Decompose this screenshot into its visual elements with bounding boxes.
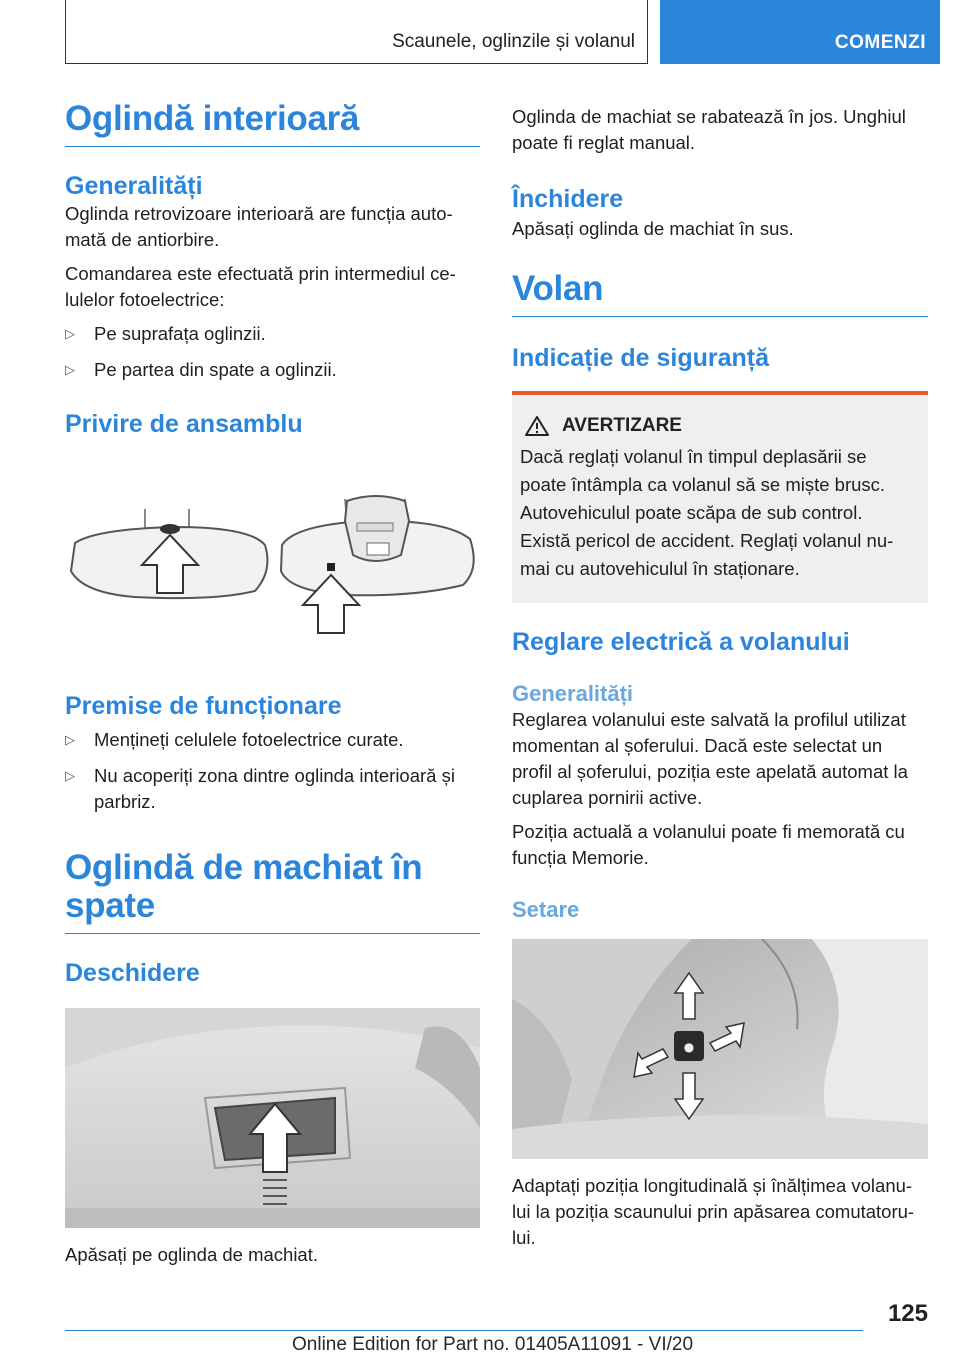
triangle-right-icon: ▷ bbox=[65, 326, 75, 341]
paragraph-vanity: Oglinda de machiat se rabatează în jos. Unghiul poate fi reglat manual. bbox=[512, 106, 906, 153]
triangle-right-icon: ▷ bbox=[65, 362, 75, 377]
vanity-mirror-open-figure bbox=[65, 1008, 480, 1228]
footer-edition: Online Edition for Part no. 01405A11091 - VI/20 bbox=[292, 1334, 694, 1355]
paragraph-electric-2: Poziția actuală a volanului poate fi memorată cu funcția Memorie. bbox=[512, 821, 905, 868]
steering-switch-figure bbox=[512, 939, 928, 1159]
header-section-box bbox=[65, 0, 648, 64]
caption-setting: Adaptați poziția longitudinală și înălțimea volanu- lui la poziția scaunului prin apăsarea comutatoru- lui. bbox=[512, 1175, 915, 1248]
header-section-title: Scaunele, oglinzile și volanul bbox=[392, 31, 635, 52]
warning-header bbox=[520, 415, 920, 437]
heading-steering-wheel: Volan bbox=[512, 270, 928, 317]
header-chapter-tab bbox=[660, 0, 940, 64]
heading-setting: Setare bbox=[512, 897, 580, 922]
heading-prerequisites: Premise de funcționare bbox=[65, 692, 342, 720]
left-column bbox=[65, 100, 480, 1268]
interior-mirror-figure bbox=[65, 459, 480, 699]
heading-general: Generalități bbox=[65, 172, 203, 200]
warning-box bbox=[512, 391, 928, 603]
triangle-right-icon: ▷ bbox=[65, 768, 75, 783]
paragraph-general-1: Oglinda retrovizoare interioară are funcția auto- mată de antiorbire. bbox=[65, 203, 453, 250]
warning-text: Dacă reglați volanul în timpul deplasării se poate întâmpla ca volanul să se miște brusc. Autovehiculul poate scăpa de sub control. Există pericol de accident. Reglați volanul nu- mai cu autovehiculul în staționare. bbox=[520, 446, 894, 579]
heading-safety: Indicație de siguranță bbox=[512, 344, 770, 372]
prerequisites-list bbox=[65, 727, 480, 815]
heading-close: Închidere bbox=[512, 185, 624, 213]
caption-open: Apăsați pe oglinda de machiat. bbox=[65, 1244, 319, 1265]
paragraph-electric-1: Reglarea volanului este salvată la profilul utilizat momentan al șoferului. Dacă este selectat un profil al șoferului, poziția este apelată automat la cuplarea pornirii active. bbox=[512, 709, 908, 808]
heading-interior-mirror: Oglindă interioară bbox=[65, 100, 480, 147]
heading-open: Deschidere bbox=[65, 959, 200, 987]
triangle-right-icon: ▷ bbox=[65, 732, 75, 747]
sensor-list bbox=[65, 321, 480, 383]
heading-general-2: Generalități bbox=[512, 681, 634, 706]
list-item: ▷ Mențineți celulele fotoelectrice curate. bbox=[65, 727, 480, 753]
list-item: ▷ Pe partea din spate a oglinzii. bbox=[65, 357, 480, 383]
header-chapter-title: COMENZI bbox=[834, 32, 926, 53]
paragraph-general-2: Comandarea este efectuată prin intermediul ce- lulelor fotoelectrice: bbox=[65, 263, 456, 310]
warning-triangle-icon bbox=[524, 415, 550, 437]
svg-text:●: ● bbox=[683, 1040, 695, 1054]
warning-title: AVERTIZARE bbox=[562, 415, 682, 436]
list-item: ▷ Pe suprafața oglinzii. bbox=[65, 321, 480, 347]
heading-overview: Privire de ansamblu bbox=[65, 410, 303, 438]
right-column bbox=[512, 104, 928, 1251]
heading-electric-adjustment: Reglare electrică a volanului bbox=[512, 628, 850, 656]
list-item: ▷ Nu acoperiți zona dintre oglinda interioară și parbriz. bbox=[65, 765, 455, 812]
page-number: 125 bbox=[887, 1300, 928, 1327]
paragraph-close: Apăsați oglinda de machiat în sus. bbox=[512, 218, 794, 239]
heading-vanity-mirror: Oglindă de machiat în spate bbox=[65, 849, 480, 934]
footer-rule bbox=[65, 1330, 863, 1331]
